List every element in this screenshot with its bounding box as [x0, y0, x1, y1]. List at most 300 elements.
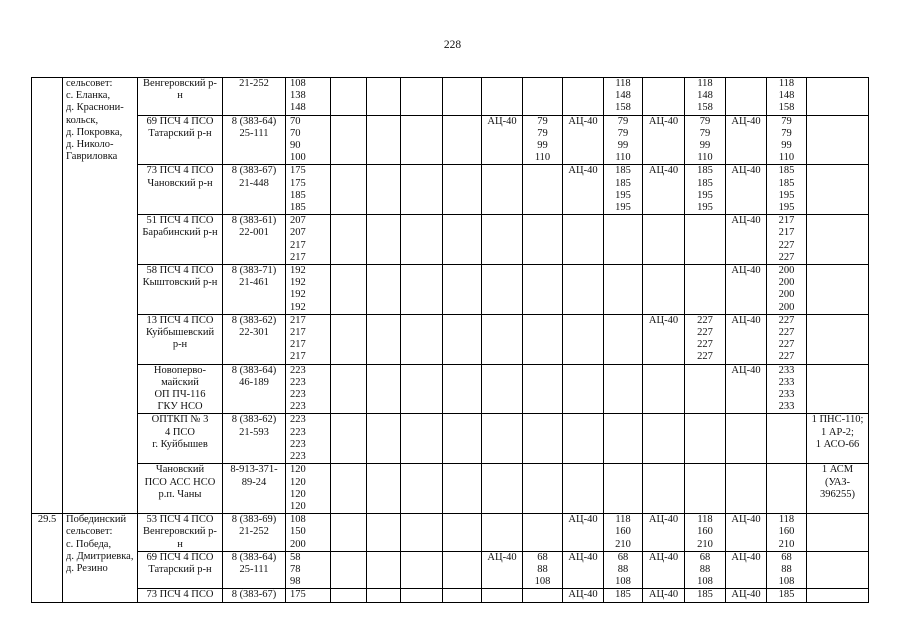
distance-line: 108	[290, 514, 306, 526]
station-name-line: ПСО АСС НСО	[144, 476, 216, 488]
empty-cell	[443, 165, 482, 215]
phone-line: 25-111	[239, 127, 269, 139]
vehicle-distance-line: 217	[778, 227, 795, 239]
station-name-line: р.п. Чаны	[158, 488, 202, 500]
empty-cell	[401, 314, 443, 364]
phone-cell	[223, 265, 286, 315]
empty-cell	[443, 265, 482, 315]
vehicle-type-cell	[482, 78, 523, 116]
empty-cell	[401, 165, 443, 215]
settlement-line: д. Краснони-	[66, 102, 124, 114]
settlement-line: Побединский	[66, 514, 127, 526]
note-line: 1 АР-2;	[821, 426, 854, 438]
vehicle-distance-cell	[767, 215, 807, 265]
vehicle-distance-line: 79	[781, 115, 792, 127]
station-name-line: Венгеровский р-	[143, 78, 217, 89]
distance-line: 98	[290, 576, 301, 588]
vehicle-distance-line: 227	[697, 351, 713, 363]
vehicle-distance-cell	[685, 414, 726, 464]
vehicle-distance-line: 200	[778, 289, 795, 301]
station-name-cell	[138, 589, 223, 602]
phone-line: 89-24	[241, 476, 267, 488]
vehicle-distance-cell	[767, 314, 807, 364]
note-cell	[807, 314, 869, 364]
vehicle-type-cell	[726, 589, 767, 602]
distance-line: 185	[290, 202, 306, 214]
station-name-line: Барабинский р-н	[142, 227, 218, 239]
vehicle-type-cell	[563, 464, 604, 514]
empty-cell	[401, 414, 443, 464]
distance-line: 150	[290, 526, 306, 538]
distance-line: 217	[290, 351, 306, 363]
station-name-line: 69 ПСЧ 4 ПСО	[146, 115, 214, 127]
vehicle-distance-line: 227	[697, 327, 713, 339]
distance-line: 192	[290, 265, 306, 277]
distance-line: 192	[290, 301, 306, 313]
empty-cell	[367, 364, 401, 414]
vehicle-distance-line: 227	[697, 314, 713, 326]
distance-cell	[286, 589, 331, 602]
page-number: 228	[443, 39, 462, 51]
vehicle-distance-line: 185	[697, 177, 713, 189]
vehicle-type-label: АЦ-40	[568, 551, 598, 563]
vehicle-type-cell	[726, 215, 767, 265]
vehicle-type-cell	[482, 464, 523, 514]
vehicle-distance-cell	[523, 464, 563, 514]
phone-line: 21-448	[239, 177, 269, 189]
distance-line: 175	[290, 589, 306, 601]
phone-line: 8 (383-62)	[231, 314, 277, 326]
distance-line: 192	[290, 277, 306, 289]
vehicle-distance-line: 88	[699, 563, 711, 575]
vehicle-distance-cell	[767, 414, 807, 464]
distance-cell	[286, 265, 331, 315]
vehicle-distance-line: 185	[778, 165, 795, 177]
distance-line: 207	[290, 215, 306, 227]
vehicle-type-cell	[482, 551, 523, 589]
vehicle-distance-cell	[685, 464, 726, 514]
vehicle-distance-cell	[685, 165, 726, 215]
vehicle-distance-line: 233	[778, 376, 795, 388]
vehicle-distance-line: 148	[778, 90, 795, 102]
vehicle-type-cell	[643, 589, 685, 602]
vehicle-type-cell	[563, 215, 604, 265]
vehicle-distance-line: 185	[697, 589, 713, 601]
vehicle-distance-line: 99	[617, 140, 629, 152]
empty-cell	[367, 514, 401, 552]
empty-cell	[331, 364, 367, 414]
distance-cell	[286, 314, 331, 364]
vehicle-distance-cell	[523, 78, 563, 116]
empty-cell	[331, 78, 367, 116]
station-name-cell	[138, 514, 223, 552]
vehicle-type-cell	[563, 514, 604, 552]
distance-cell	[286, 215, 331, 265]
table-row	[32, 314, 869, 364]
vehicle-distance-cell	[604, 165, 643, 215]
vehicle-distance-line: 68	[699, 551, 711, 563]
distance-line: 217	[290, 327, 306, 339]
vehicle-distance-cell	[685, 314, 726, 364]
vehicle-distance-line: 108	[778, 576, 795, 588]
station-name-cell	[138, 314, 223, 364]
empty-cell	[331, 589, 367, 602]
table-row	[32, 165, 869, 215]
station-name-line: 4 ПСО	[164, 426, 196, 438]
vehicle-distance-line: 160	[778, 526, 795, 538]
note-line: 1 АСМ	[821, 464, 854, 476]
vehicle-type-cell	[726, 314, 767, 364]
phone-line: 8 (383-71)	[231, 265, 277, 277]
note-cell	[807, 464, 869, 514]
empty-cell	[443, 364, 482, 414]
vehicle-distance-line: 99	[537, 140, 548, 152]
vehicle-distance-cell	[767, 464, 807, 514]
station-name-cell	[138, 115, 223, 165]
vehicle-distance-cell	[767, 364, 807, 414]
vehicle-type-cell	[482, 414, 523, 464]
table-row	[32, 464, 869, 514]
vehicle-distance-line: 233	[778, 401, 795, 413]
phone-line: 22-001	[239, 227, 269, 239]
vehicle-type-cell	[482, 215, 523, 265]
settlement-line: д. Резино	[66, 562, 108, 574]
vehicle-distance-line: 185	[778, 589, 795, 601]
table-row	[32, 414, 869, 464]
station-name-line: 13 ПСЧ 4 ПСО	[146, 314, 214, 326]
vehicle-distance-line: 79	[699, 127, 711, 139]
vehicle-distance-line: 148	[615, 90, 631, 102]
vehicle-distance-line: 210	[697, 538, 713, 550]
settlement-line: сельсовет:	[66, 526, 113, 538]
vehicle-type-cell	[643, 551, 685, 589]
empty-cell	[401, 78, 443, 116]
vehicle-distance-line: 195	[778, 202, 795, 214]
vehicle-distance-line: 99	[781, 140, 792, 152]
vehicle-type-label: АЦ-40	[731, 165, 761, 177]
station-name-line: ГКУ НСО	[157, 401, 203, 413]
distance-line: 70	[290, 127, 301, 139]
vehicle-distance-line: 79	[537, 127, 548, 139]
vehicle-type-cell	[563, 414, 604, 464]
vehicle-type-label: АЦ-40	[731, 215, 761, 227]
vehicle-type-cell	[726, 464, 767, 514]
item-number-cell	[32, 78, 63, 514]
vehicle-type-cell	[482, 165, 523, 215]
vehicle-distance-cell	[685, 78, 726, 116]
distance-line: 207	[290, 227, 306, 239]
vehicle-type-label: АЦ-40	[731, 551, 761, 563]
station-name-cell	[138, 364, 223, 414]
station-name-line: Венгеровский р-	[143, 526, 217, 538]
phone-line: 21-252	[239, 78, 269, 89]
note-cell	[807, 115, 869, 165]
settlement-line: д. Покровка,	[66, 126, 123, 138]
distance-line: 70	[290, 115, 301, 127]
empty-cell	[331, 414, 367, 464]
station-name-cell	[138, 165, 223, 215]
vehicle-type-cell	[563, 115, 604, 165]
vehicle-type-cell	[482, 314, 523, 364]
vehicle-type-cell	[482, 514, 523, 552]
vehicle-distance-cell	[604, 265, 643, 315]
vehicle-distance-line: 110	[697, 152, 713, 164]
vehicle-distance-line: 110	[778, 152, 795, 164]
distance-line: 223	[290, 364, 306, 376]
station-name-line: ОП ПЧ-116	[154, 389, 206, 401]
distance-cell	[286, 78, 331, 116]
vehicle-distance-line: 160	[615, 526, 631, 538]
vehicle-type-label: АЦ-40	[648, 514, 679, 526]
distance-line: 78	[290, 563, 301, 575]
vehicle-distance-cell	[523, 589, 563, 602]
settlement-line: с. Еланка,	[66, 90, 111, 102]
vehicle-distance-line: 148	[697, 90, 713, 102]
vehicle-type-cell	[482, 589, 523, 602]
vehicle-distance-line: 118	[697, 514, 713, 526]
phone-cell	[223, 414, 286, 464]
distance-line: 120	[290, 476, 306, 488]
vehicle-distance-cell	[685, 589, 726, 602]
distance-cell	[286, 514, 331, 552]
distance-line: 217	[290, 239, 306, 251]
vehicle-distance-line: 185	[615, 177, 631, 189]
table-row	[32, 514, 869, 552]
distance-line: 223	[290, 451, 306, 463]
settlement-line: кольск,	[66, 114, 99, 126]
note-cell	[807, 589, 869, 602]
empty-cell	[367, 265, 401, 315]
empty-cell	[401, 115, 443, 165]
distance-line: 120	[290, 500, 306, 512]
vehicle-type-label: АЦ-40	[731, 314, 761, 326]
phone-cell	[223, 78, 286, 116]
note-cell	[807, 165, 869, 215]
note-cell	[807, 215, 869, 265]
vehicle-distance-cell	[523, 364, 563, 414]
phone-line: 8 (383-64)	[231, 364, 277, 376]
empty-cell	[331, 265, 367, 315]
phone-cell	[223, 165, 286, 215]
phone-cell	[223, 589, 286, 602]
empty-cell	[331, 464, 367, 514]
phone-line: 8 (383-62)	[231, 414, 277, 426]
vehicle-type-cell	[726, 78, 767, 116]
vehicle-distance-line: 108	[615, 576, 631, 588]
vehicle-type-label: АЦ-40	[648, 115, 679, 127]
distance-line: 217	[290, 251, 306, 263]
distance-line: 108	[290, 78, 306, 89]
vehicle-distance-line: 195	[615, 202, 631, 214]
vehicle-type-cell	[643, 265, 685, 315]
empty-cell	[443, 414, 482, 464]
vehicle-type-label: АЦ-40	[487, 115, 517, 127]
vehicle-type-cell	[643, 364, 685, 414]
empty-cell	[367, 464, 401, 514]
empty-cell	[367, 314, 401, 364]
vehicle-distance-line: 88	[781, 563, 792, 575]
phone-line: 21-593	[239, 426, 269, 438]
note-cell	[807, 514, 869, 552]
item-number: 29.5	[37, 514, 57, 526]
vehicle-distance-cell	[523, 115, 563, 165]
empty-cell	[443, 464, 482, 514]
vehicle-type-cell	[726, 514, 767, 552]
vehicle-type-label: АЦ-40	[731, 364, 761, 376]
vehicle-distance-line: 118	[697, 78, 713, 89]
vehicle-type-label: АЦ-40	[648, 551, 679, 563]
vehicle-distance-line: 233	[778, 364, 795, 376]
vehicle-distance-cell	[604, 78, 643, 116]
vehicle-distance-line: 79	[617, 115, 629, 127]
vehicle-distance-cell	[767, 165, 807, 215]
distance-line: 223	[290, 389, 306, 401]
distance-cell	[286, 414, 331, 464]
vehicle-distance-line: 118	[778, 514, 795, 526]
distance-cell	[286, 551, 331, 589]
note-line: 1 АСО-66	[815, 438, 860, 450]
vehicle-distance-line: 233	[778, 389, 795, 401]
phone-cell	[223, 364, 286, 414]
vehicle-type-label: АЦ-40	[648, 314, 679, 326]
note-line: (УАЗ-	[824, 476, 850, 488]
phone-cell	[223, 464, 286, 514]
empty-cell	[367, 165, 401, 215]
vehicle-type-cell	[726, 364, 767, 414]
empty-cell	[401, 265, 443, 315]
empty-cell	[331, 115, 367, 165]
settlement-line: Гавриловка	[66, 151, 118, 163]
vehicle-distance-cell	[767, 514, 807, 552]
phone-line: 8-913-371-	[230, 464, 278, 476]
station-name-line: Новоперво-	[153, 364, 207, 376]
empty-cell	[401, 364, 443, 414]
empty-cell	[367, 115, 401, 165]
vehicle-distance-cell	[767, 551, 807, 589]
distance-line: 223	[290, 414, 306, 426]
vehicle-distance-line: 108	[534, 576, 551, 588]
vehicle-distance-cell	[604, 514, 643, 552]
note-cell	[807, 551, 869, 589]
station-name-cell	[138, 265, 223, 315]
vehicle-distance-line: 185	[615, 589, 631, 601]
station-name-cell	[138, 215, 223, 265]
phone-cell	[223, 314, 286, 364]
table-body	[32, 78, 869, 603]
vehicle-type-cell	[563, 165, 604, 215]
vehicle-distance-cell	[604, 551, 643, 589]
vehicle-distance-line: 227	[778, 314, 795, 326]
vehicle-type-cell	[643, 514, 685, 552]
empty-cell	[331, 314, 367, 364]
phone-line: 8 (383-64)	[231, 115, 277, 127]
phone-cell	[223, 551, 286, 589]
distance-line: 58	[290, 551, 301, 563]
vehicle-type-label: АЦ-40	[731, 265, 761, 277]
station-name-cell	[138, 78, 223, 116]
table-row	[32, 589, 869, 602]
vehicle-type-cell	[643, 165, 685, 215]
vehicle-type-label: АЦ-40	[731, 115, 761, 127]
vehicle-distance-line: 200	[778, 277, 795, 289]
empty-cell	[401, 464, 443, 514]
station-name-line: 51 ПСЧ 4 ПСО	[146, 215, 214, 227]
distance-line: 175	[290, 177, 306, 189]
vehicle-distance-cell	[685, 514, 726, 552]
vehicle-distance-cell	[604, 115, 643, 165]
empty-cell	[401, 551, 443, 589]
vehicle-distance-line: 160	[697, 526, 713, 538]
phone-line: 21-461	[239, 277, 269, 289]
vehicle-type-cell	[643, 414, 685, 464]
station-name-cell	[138, 551, 223, 589]
vehicle-distance-cell	[685, 215, 726, 265]
distance-line: 223	[290, 438, 306, 450]
item-number-cell	[32, 514, 63, 602]
settlement-line: д. Николо-	[66, 139, 114, 151]
empty-cell	[443, 589, 482, 602]
vehicle-distance-cell	[604, 414, 643, 464]
phone-line: 46-189	[239, 376, 269, 388]
vehicle-distance-cell	[604, 464, 643, 514]
vehicle-distance-cell	[767, 115, 807, 165]
note-line: 396255)	[820, 488, 855, 500]
vehicle-distance-line: 158	[615, 102, 631, 114]
phone-cell	[223, 115, 286, 165]
vehicle-distance-line: 185	[778, 177, 795, 189]
vehicle-distance-line: 118	[615, 78, 631, 89]
vehicle-distance-line: 210	[615, 538, 631, 550]
distance-line: 120	[290, 488, 306, 500]
vehicle-type-cell	[726, 265, 767, 315]
settlement-cell	[63, 78, 138, 514]
table-row	[32, 364, 869, 414]
station-name-cell	[138, 414, 223, 464]
vehicle-distance-cell	[767, 265, 807, 315]
distance-line: 175	[290, 165, 306, 177]
station-name-line: н	[177, 538, 183, 550]
empty-cell	[367, 589, 401, 602]
vehicle-distance-cell	[685, 551, 726, 589]
empty-cell	[401, 514, 443, 552]
vehicle-distance-line: 79	[781, 127, 792, 139]
table-row	[32, 215, 869, 265]
phone-line: 22-301	[239, 327, 269, 339]
phone-line: 8 (383-64)	[231, 551, 277, 563]
vehicle-type-cell	[726, 551, 767, 589]
empty-cell	[443, 514, 482, 552]
empty-cell	[367, 414, 401, 464]
empty-cell	[331, 551, 367, 589]
vehicle-distance-line: 110	[534, 152, 551, 164]
distance-cell	[286, 115, 331, 165]
station-name-line: н	[177, 90, 183, 102]
distance-line: 148	[290, 102, 306, 114]
vehicle-distance-line: 118	[615, 514, 631, 526]
vehicle-distance-cell	[523, 215, 563, 265]
phone-line: 8 (383-69)	[231, 514, 277, 526]
table-row	[32, 265, 869, 315]
vehicle-distance-line: 227	[778, 351, 795, 363]
vehicle-distance-line: 227	[697, 339, 713, 351]
vehicle-distance-line: 200	[778, 265, 795, 277]
vehicle-distance-cell	[767, 589, 807, 602]
station-name-line: 73 ПСЧ 4 ПСО	[146, 589, 214, 601]
vehicle-type-cell	[643, 115, 685, 165]
vehicle-distance-line: 195	[697, 189, 713, 201]
vehicle-distance-cell	[523, 314, 563, 364]
station-name-line: Чановский	[155, 464, 205, 476]
